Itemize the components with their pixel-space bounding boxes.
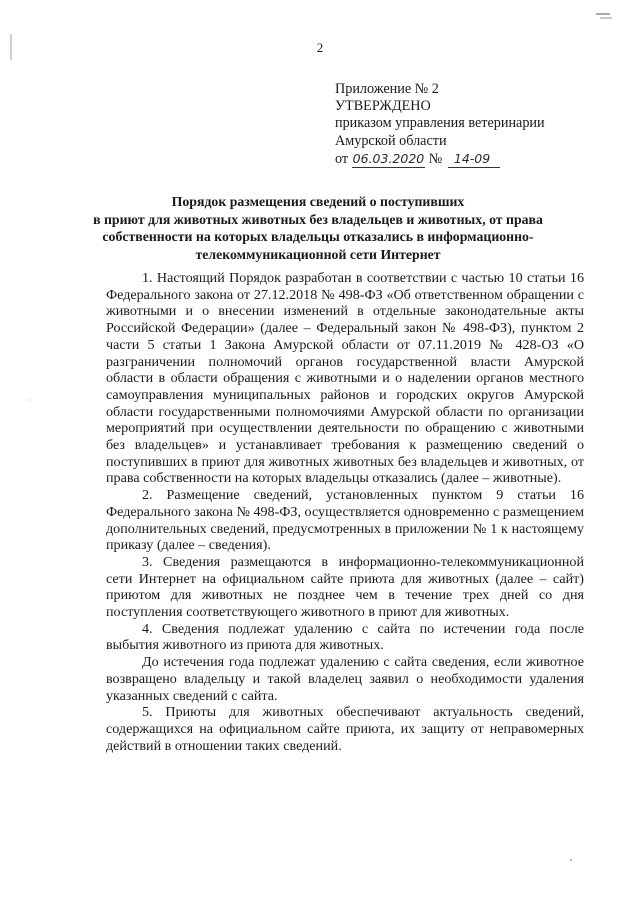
paragraph-4: 4. Сведения подлежат удалению с сайта по истечении года после выбытия животного из приюта для животных. xyxy=(106,620,584,654)
title-line: в приют для животных животных без владельцев и животных, от права xyxy=(93,211,543,227)
title-line: телекоммуникационной сети Интернет xyxy=(195,246,441,262)
order-line-1: приказом управления ветеринарии xyxy=(335,115,545,132)
order-date-line xyxy=(335,150,545,168)
title-line: собственности на которых владельцы отказались в информационно- xyxy=(102,229,534,244)
paragraph-1: 1. Настоящий Порядок разработан в соответствии с частью 10 статьи 16 Федерального закона от 27.12.2018 № 498-ФЗ «Об ответственном обращении с животными и о внесении изменений в отдельные законодательные акты Российской Федерации» (далее – Федеральный закон № 498-ФЗ), пунктом 2 части 5 статьи 1 Закона Амурской области от 07.11.2019 № 428-ОЗ «О разграничении полномочий органов государственной власти Амурской области в области обращения с животными и о наделении органов местного самоуправления муниципальных районов и городских округов Амурской области государственными полномочиями Амурской области по организации мероприятий при осуществлении деятельности по обращению с животными без владельцев» и устанавливает требования к размещению сведений о поступивших в приют для животных животных без владельцев и животных, от права собственности на которых владельцы отказались (далее – животные). xyxy=(106,270,584,487)
page-number: 2 xyxy=(316,40,324,55)
number-sign: № xyxy=(428,150,443,167)
date-prefix: от xyxy=(335,150,349,167)
paragraph-2: 2. Размещение сведений, установленных пунктом 9 статьи 16 Федерального закона № 498-ФЗ, осуществляется одновременно с размещением дополнительных сведений, предусмотренных в приложении № 1 к настоящему приказу (далее – сведения). xyxy=(106,487,584,554)
paragraph-4-continued: До истечения года подлежат удалению с сайта сведения, если животное возвращено владельцу и такой владелец заявил о необходимости удаления указанных сведений с сайта. xyxy=(106,654,584,704)
handwritten-date: 06.03.2020 xyxy=(352,150,426,168)
approved-label: УТВЕРЖДЕНО xyxy=(335,98,431,115)
paragraph-3: 3. Сведения размещаются в информационно-телекоммуникационной сети Интернет на официальном сайте приюта для животных (далее – сайт) приютом для животных не позднее чем в течение трех дней со дня поступления соответствующего животного в приют для животных. xyxy=(106,553,584,621)
paragraph-5: 5. Приюты для животных обеспечивают актуальность сведений, содержащихся на официальном сайте приюта, их защиту от неправомерных действий в отношении таких сведений. xyxy=(106,704,584,754)
title-line: Порядок размещения сведений о поступивших xyxy=(171,194,465,209)
order-line-2: Амурской области xyxy=(335,132,447,149)
handwritten-order-number: 14-09 xyxy=(448,150,500,168)
document-body xyxy=(106,270,584,754)
appendix-label: Приложение № 2 xyxy=(335,81,439,97)
approval-block xyxy=(335,81,545,168)
document-title xyxy=(80,193,556,263)
